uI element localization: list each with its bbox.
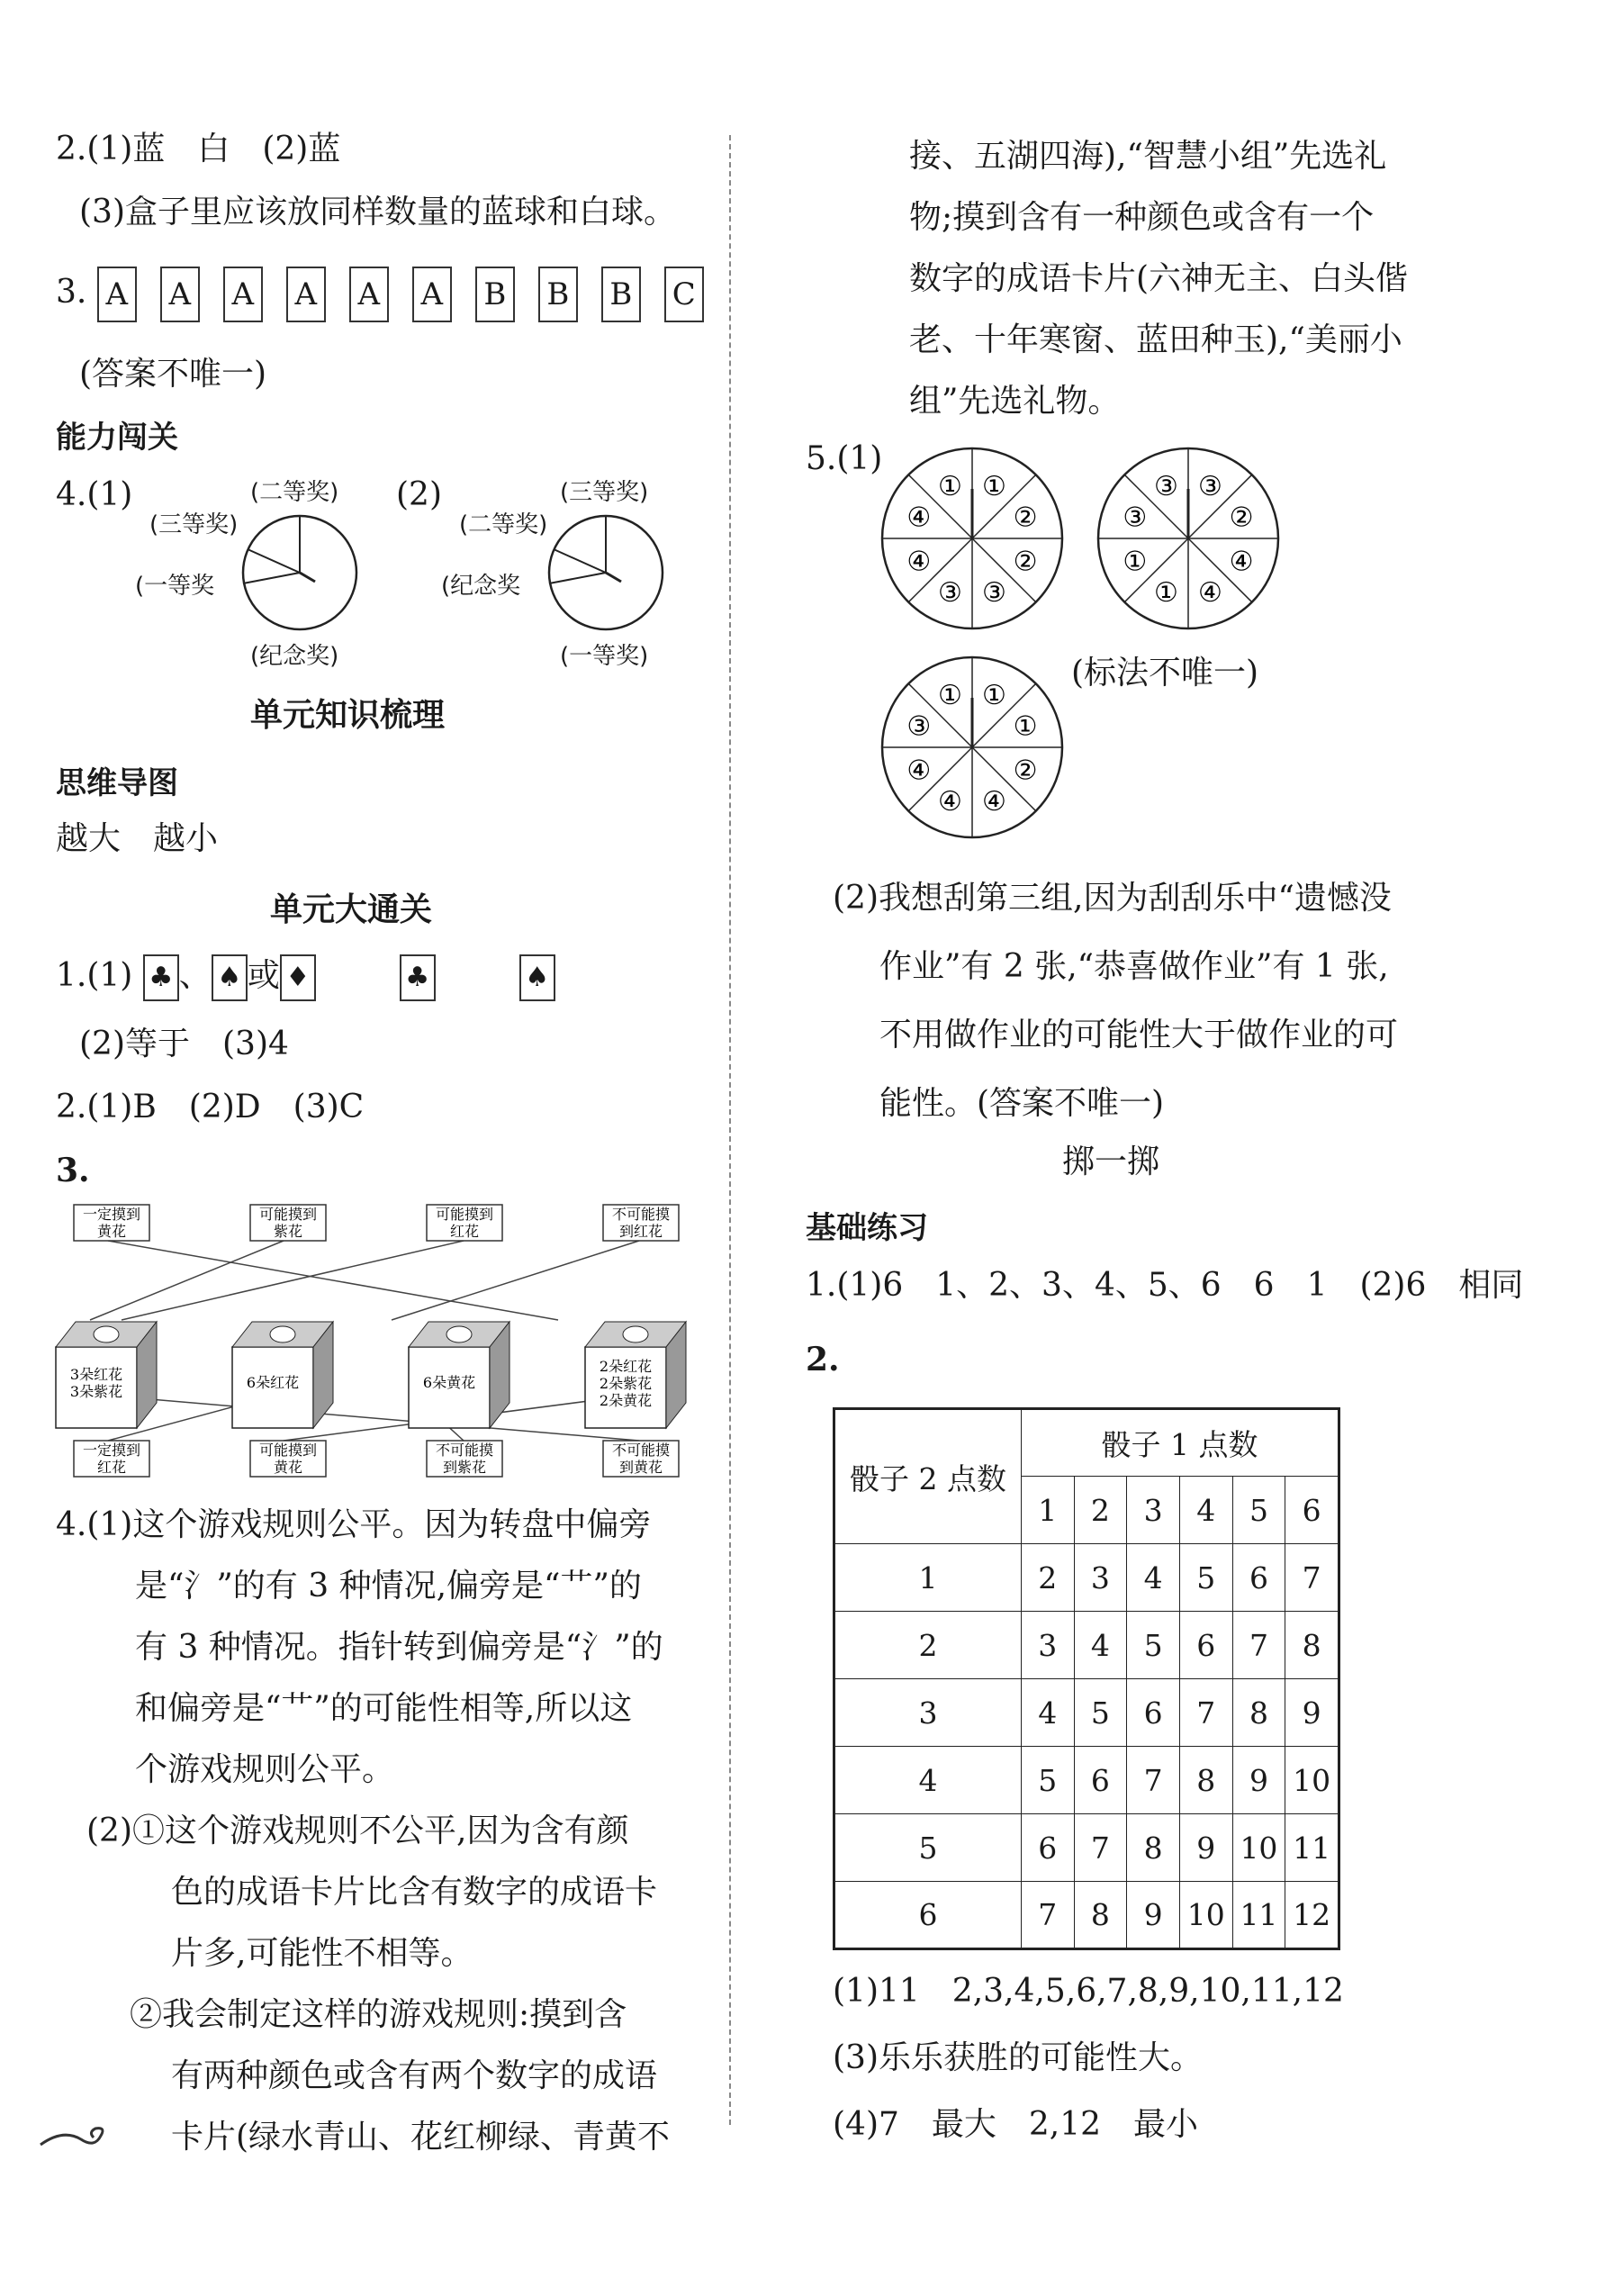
q4-label: 4.(1) xyxy=(56,476,133,513)
table-cell: 3 xyxy=(1074,1544,1127,1612)
j2-answer-1: (1)11 2,3,4,5,6,7,8,9,10,11,12 xyxy=(833,1973,1344,2010)
table-cell: 6 xyxy=(1074,1747,1127,1814)
cont-line: 物;摸到含有一种颜色或含有一个 xyxy=(909,199,1375,236)
table-row xyxy=(834,1747,1339,1814)
col-header-cell: 5 xyxy=(1232,1477,1285,1544)
table-cell: 9 xyxy=(1127,1882,1180,1949)
table-cell: 5 xyxy=(1074,1679,1127,1747)
decorative-swirl-icon xyxy=(36,2120,117,2156)
table-cell: 4 xyxy=(1127,1544,1180,1612)
wheel-sector-label: ③ xyxy=(1198,470,1222,502)
table-cell: 6 xyxy=(1232,1544,1285,1612)
row-header-cell: 4 xyxy=(834,1747,1022,1814)
letter-card: A xyxy=(349,267,389,322)
top-label-text: 红花 xyxy=(449,1223,480,1240)
d1-answer-2: (2)等于 (3)4 xyxy=(79,1026,289,1062)
table-cell: 12 xyxy=(1285,1882,1339,1949)
d3-label: 3. xyxy=(56,1152,90,1189)
wheel2-bottom-label: (一等奖) xyxy=(560,643,649,670)
top-label-text: 不可能摸 xyxy=(611,1206,671,1223)
wheel-sector-label: ④ xyxy=(938,786,962,818)
letter-card: A xyxy=(160,267,200,322)
table-row xyxy=(834,1882,1339,1949)
j1-answer: 1.(1)6 1、2、3、4、5、6 6 1 (2)6 相同 xyxy=(806,1267,1524,1304)
spinner-wheel-a xyxy=(873,441,1080,639)
wheel-sector-label: ③ xyxy=(906,710,932,743)
wheel-sector-label: ① xyxy=(982,470,1006,502)
table-cell: 9 xyxy=(1285,1679,1339,1747)
wheel-sector-label: ③ xyxy=(1154,470,1178,502)
wheel-sector-label: ① xyxy=(1013,710,1038,743)
wheel-sector-label: ③ xyxy=(1123,502,1148,534)
table-cell: 6 xyxy=(1127,1679,1180,1747)
continued-text xyxy=(909,126,1408,432)
q3-note: (答案不唯一) xyxy=(79,356,267,393)
wheel-sector-label: ④ xyxy=(906,755,932,787)
d2-answer: 2.(1)B (2)D (3)C xyxy=(56,1089,365,1125)
letter-card: B xyxy=(601,267,641,322)
q5-note: (标法不唯一) xyxy=(1071,655,1259,692)
wheel-sector-label: ① xyxy=(1154,577,1178,610)
d4-text xyxy=(56,1495,670,2168)
wheel1-bottom-label: (纪念奖) xyxy=(250,643,339,670)
d1-or: 或 xyxy=(247,957,280,994)
wheel2-top-label: (三等奖) xyxy=(560,479,649,506)
col-header-cell: 1 xyxy=(1021,1477,1074,1544)
q3-cards xyxy=(97,274,727,311)
cont-line: 老、十年寒窗、蓝田种玉),“美丽小 xyxy=(909,321,1402,358)
table-cell: 4 xyxy=(1021,1679,1074,1747)
flower-box xyxy=(56,1322,157,1428)
row-header-cell: 6 xyxy=(834,1882,1022,1949)
wheel-sector-label: ② xyxy=(1013,546,1038,578)
wheel1-mid-label: (一等奖 xyxy=(135,573,215,600)
d1-sep: 、 xyxy=(178,957,212,994)
siwei-answer: 越大 越小 xyxy=(56,820,219,857)
bottom-label-text: 到黄花 xyxy=(618,1459,663,1476)
bottom-label-text: 黄花 xyxy=(273,1459,303,1476)
table-cell: 8 xyxy=(1232,1679,1285,1747)
wheel-sector-label: ③ xyxy=(938,577,962,610)
club-card-icon: ♣ xyxy=(143,954,179,1001)
j2-label: 2. xyxy=(806,1341,840,1379)
letter-card: A xyxy=(412,267,452,322)
table-row xyxy=(834,1814,1339,1882)
table-cell: 4 xyxy=(1074,1612,1127,1679)
wheel-sector-label: ① xyxy=(982,679,1006,711)
d4-line: 有两种颜色或含有两个数字的成语 xyxy=(171,2057,658,2094)
letter-card: A xyxy=(97,267,137,322)
d4-line: ②我会制定这样的游戏规则:摸到含 xyxy=(130,1996,627,2033)
q5-2-text xyxy=(833,864,1398,1138)
box-text: 2朵黄花 xyxy=(599,1392,653,1409)
table-cell: 10 xyxy=(1285,1747,1339,1814)
wheel-sector-label: ① xyxy=(1123,546,1148,578)
box-text: 2朵紫花 xyxy=(599,1375,653,1392)
col-header-cell: 2 xyxy=(1074,1477,1127,1544)
top-label-text: 黄花 xyxy=(96,1223,127,1240)
wheel-sector-label: ② xyxy=(1229,502,1254,534)
flower-box xyxy=(585,1322,686,1428)
box-text: 3朵紫花 xyxy=(69,1383,123,1400)
spade-card-icon: ♠ xyxy=(212,954,248,1001)
letter-card: C xyxy=(664,267,704,322)
cont-line: 接、五湖四海),“智慧小组”先选礼 xyxy=(909,138,1387,175)
table-cell: 8 xyxy=(1179,1747,1232,1814)
wheel-sector-label: ① xyxy=(938,679,962,711)
table-cell: 5 xyxy=(1179,1544,1232,1612)
q3-row xyxy=(56,267,727,322)
table-cell: 2 xyxy=(1021,1544,1074,1612)
table-cell: 6 xyxy=(1021,1814,1074,1882)
letter-card: B xyxy=(538,267,578,322)
j2-answer-4: (4)7 最大 2,12 最小 xyxy=(833,2106,1199,2143)
top-label-text: 可能摸到 xyxy=(258,1206,318,1223)
box-text: 3朵红花 xyxy=(69,1366,123,1383)
table-corner: 骰子 2 点数 xyxy=(834,1409,1022,1544)
wheel1-left-label: (三等奖) xyxy=(149,511,239,538)
row-header-cell: 5 xyxy=(834,1814,1022,1882)
wheel-sector-label: ① xyxy=(938,470,962,502)
table-cell: 9 xyxy=(1232,1747,1285,1814)
row-header-cell: 2 xyxy=(834,1612,1022,1679)
column-divider xyxy=(729,135,731,2125)
dice-sum-table xyxy=(833,1407,1340,1950)
table-cell: 7 xyxy=(1074,1814,1127,1882)
wheel-sector-label: ④ xyxy=(982,786,1006,818)
top-label-text: 到红花 xyxy=(618,1223,663,1240)
box-text: 6朵黄花 xyxy=(422,1374,476,1391)
bottom-label-text: 不可能摸 xyxy=(435,1442,494,1459)
table-cell: 5 xyxy=(1127,1612,1180,1679)
q3-label: 3. xyxy=(56,274,87,311)
row-header-cell: 3 xyxy=(834,1679,1022,1747)
wheel-sector-label: ② xyxy=(1013,755,1038,787)
table-cell: 10 xyxy=(1179,1882,1232,1949)
table-cell: 11 xyxy=(1232,1882,1285,1949)
d4-line: (2)①这个游戏规则不公平,因为含有颜 xyxy=(86,1812,629,1849)
table-cell: 6 xyxy=(1179,1612,1232,1679)
bottom-label-text: 红花 xyxy=(96,1459,127,1476)
wheel-sector-label: ④ xyxy=(1198,577,1222,610)
table-cell: 8 xyxy=(1074,1882,1127,1949)
d4-line: 4.(1)这个游戏规则公平。因为转盘中偏旁 xyxy=(56,1506,652,1543)
wheel2-left-label: (二等奖) xyxy=(459,511,548,538)
table-cell: 8 xyxy=(1127,1814,1180,1882)
q2-answer-1: 2.(1)蓝 白 (2)蓝 xyxy=(56,131,341,167)
q5-2-line: 能性。(答案不唯一) xyxy=(879,1085,1165,1122)
bottom-label-text: 不可能摸 xyxy=(611,1442,671,1459)
flower-box xyxy=(232,1322,333,1428)
bottom-label-text: 到紫花 xyxy=(442,1459,487,1476)
d1-label: 1.(1) xyxy=(56,957,133,994)
q5-2-line: 作业”有 2 张,“恭喜做作业”有 1 张, xyxy=(879,948,1389,985)
top-label-text: 可能摸到 xyxy=(435,1206,494,1223)
table-cell: 7 xyxy=(1021,1882,1074,1949)
letter-card: B xyxy=(475,267,515,322)
d4-line: 和偏旁是“艹”的可能性相等,所以这 xyxy=(135,1690,633,1727)
q5-2-line: (2)我想刮第三组,因为刮刮乐中“遗憾没 xyxy=(833,880,1392,917)
wheel1-top-label: (二等奖) xyxy=(250,479,339,506)
col-header-cell: 6 xyxy=(1285,1477,1339,1544)
cont-line: 组”先选礼物。 xyxy=(909,383,1121,420)
diamond-card-icon: ♦ xyxy=(280,954,316,1001)
wheel-sector-label: ④ xyxy=(906,546,932,578)
table-cell: 7 xyxy=(1179,1679,1232,1747)
flower-matching-diagram xyxy=(54,1198,702,1486)
title-zhiyizhi: 掷一掷 xyxy=(1062,1143,1160,1180)
d4-line: 色的成语卡片比含有数字的成语卡 xyxy=(171,1874,658,1911)
wheel2-mid-label: (纪念奖 xyxy=(441,573,521,600)
top-label-text: 一定摸到 xyxy=(82,1206,141,1223)
table-cell: 9 xyxy=(1179,1814,1232,1882)
wheel-sector-label: ③ xyxy=(982,577,1006,610)
table-cell: 3 xyxy=(1021,1612,1074,1679)
section-siwei: 思维导图 xyxy=(56,765,178,801)
table-cell: 8 xyxy=(1285,1612,1339,1679)
spade-card-icon-2: ♠ xyxy=(519,954,555,1001)
wheel-sector-label: ④ xyxy=(1229,546,1254,578)
d4-line: 有 3 种情况。指针转到偏旁是“氵”的 xyxy=(135,1629,663,1666)
d4-line: 个游戏规则公平。 xyxy=(135,1751,395,1788)
col-header-cell: 3 xyxy=(1127,1477,1180,1544)
table-header: 骰子 1 点数 xyxy=(1021,1409,1339,1477)
table-cell: 5 xyxy=(1021,1747,1074,1814)
table-cell: 7 xyxy=(1232,1612,1285,1679)
q2-answer-3: (3)盒子里应该放同样数量的蓝球和白球。 xyxy=(79,194,676,231)
q4-label-2: (2) xyxy=(396,476,442,513)
spinner-wheel-b xyxy=(1089,441,1296,639)
table-row xyxy=(834,1612,1339,1679)
d1-row xyxy=(56,954,555,1001)
letter-card: A xyxy=(286,267,326,322)
box-text: 2朵红花 xyxy=(599,1358,653,1375)
d4-line: 片多,可能性不相等。 xyxy=(171,1935,473,1972)
flower-box xyxy=(409,1322,509,1428)
wheel-sector-label: ④ xyxy=(906,502,932,534)
bottom-label-text: 一定摸到 xyxy=(82,1442,141,1459)
top-label-text: 紫花 xyxy=(273,1223,303,1240)
cont-line: 数字的成语卡片(六神无主、白头偕 xyxy=(909,260,1409,297)
table-cell: 7 xyxy=(1127,1747,1180,1814)
d4-line: 卡片(绿水青山、花红柳绿、青黄不 xyxy=(171,2119,671,2156)
table-row xyxy=(834,1544,1339,1612)
table-row xyxy=(834,1679,1339,1747)
row-header-cell: 1 xyxy=(834,1544,1022,1612)
title-zhishi: 单元知识梳理 xyxy=(250,697,446,734)
table-cell: 11 xyxy=(1285,1814,1339,1882)
club-card-icon-2: ♣ xyxy=(400,954,436,1001)
letter-card: A xyxy=(223,267,263,322)
col-header-cell: 4 xyxy=(1179,1477,1232,1544)
d4-line: 是“氵”的有 3 种情况,偏旁是“艹”的 xyxy=(135,1568,642,1604)
section-nengli: 能力闯关 xyxy=(56,420,178,456)
bottom-label-text: 可能摸到 xyxy=(258,1442,318,1459)
table-cell: 7 xyxy=(1285,1544,1339,1612)
box-text: 6朵红花 xyxy=(246,1374,300,1391)
section-jichu: 基础练习 xyxy=(806,1210,928,1246)
j2-answer-3: (3)乐乐获胜的可能性大。 xyxy=(833,2039,1203,2076)
title-datongguan: 单元大通关 xyxy=(270,891,433,928)
q5-label: 5.(1) xyxy=(806,440,883,477)
q5-2-line: 不用做作业的可能性大于做作业的可 xyxy=(879,1017,1399,1053)
spinner-wheel-c xyxy=(873,650,1080,848)
table-cell: 10 xyxy=(1232,1814,1285,1882)
wheel-sector-label: ② xyxy=(1013,502,1038,534)
